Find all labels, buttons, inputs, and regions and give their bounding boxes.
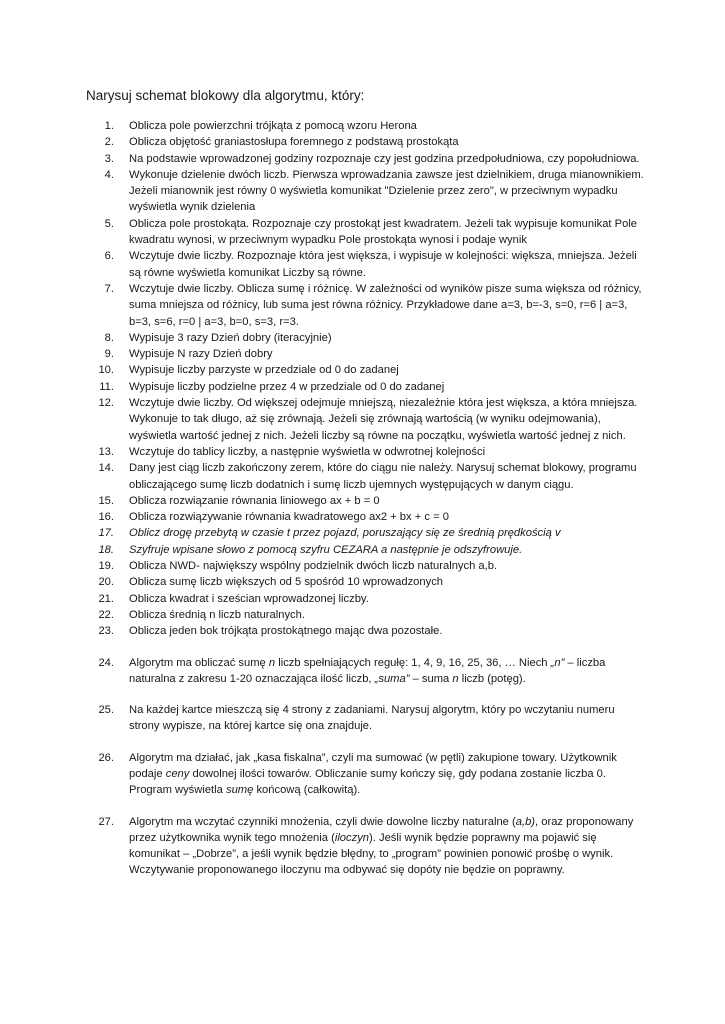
task-number: 8. — [104, 331, 114, 344]
task-text-italic: Oblicz drogę przebytą w czasie t przez pojazd, poruszający się ze średnią prędkością v — [129, 527, 561, 540]
task-text-fragment: Na podstawie wprowadzonej godziny rozpoznaje czy jest godzina przedpołudniowa, czy popołudniowa. — [129, 152, 640, 165]
task-item — [86, 118, 646, 134]
task-text-italic: iloczyn — [334, 831, 370, 844]
task-item — [86, 525, 646, 541]
task-number: 1. — [104, 120, 114, 132]
task-text — [129, 395, 646, 444]
task-text — [129, 542, 646, 558]
task-text — [129, 379, 646, 395]
task-text — [129, 216, 646, 249]
task-item — [86, 509, 646, 525]
task-item — [86, 750, 646, 799]
task-item — [86, 248, 646, 281]
task-text-fragment: Wypisuje liczby parzyste w przedziale od 0 do zadanej — [129, 364, 399, 377]
task-text — [129, 655, 646, 688]
task-number: 10. — [98, 364, 114, 377]
task-text — [129, 525, 646, 541]
task-number: 13. — [98, 445, 114, 458]
task-number: 23. — [98, 625, 114, 638]
task-text-fragment: Algorytm ma obliczać sumę — [129, 656, 269, 669]
task-number: 24. — [98, 656, 114, 669]
task-item — [86, 623, 646, 639]
page-heading: Narysuj schemat blokowy dla algorytmu, który: — [86, 88, 365, 103]
task-text-fragment: końcową (całkowitą). — [253, 784, 361, 797]
task-item — [86, 167, 646, 216]
task-item — [86, 395, 646, 444]
task-text-fragment: Oblicza NWD- największy wspólny podzielnik dwóch liczb naturalnych a,b. — [129, 560, 498, 573]
task-text — [129, 118, 646, 134]
task-list — [86, 118, 646, 879]
task-number: 12. — [98, 397, 114, 410]
task-text-fragment: Oblicza jeden bok trójkąta prostokątnego mając dwa pozostałe. — [129, 625, 443, 638]
task-item — [86, 558, 646, 574]
task-text — [129, 702, 646, 735]
task-text-fragment: Oblicza rozwiązywanie równania kwadratowego ax2 + bx + c = 0 — [129, 511, 449, 524]
task-number: 17. — [98, 527, 114, 540]
task-text — [129, 509, 646, 525]
task-number: 15. — [98, 494, 114, 507]
task-item — [86, 151, 646, 167]
task-text-italic: n — [452, 672, 459, 685]
task-text — [129, 151, 646, 167]
task-text-fragment: Oblicza średnią n liczb naturalnych. — [129, 608, 305, 621]
task-text-fragment: Oblicza kwadrat i sześcian wprowadzonej liczby. — [129, 592, 369, 605]
task-number: 7. — [104, 282, 114, 295]
task-number: 26. — [98, 751, 114, 764]
task-text-fragment: Wczytuje do tablicy liczby, a następnie wyświetla w odwrotnej kolejności — [129, 445, 486, 458]
task-item — [86, 702, 646, 735]
task-text-fragment: liczb spełniających regułę: 1, 4, 9, 16, 25, 36, … Niech — [275, 656, 551, 669]
task-text-fragment: Wypisuje liczby podzielne przez 4 w przedziale od 0 do zadanej — [129, 380, 445, 393]
task-text-fragment: Na każdej kartce mieszczą się 4 strony z zadaniami. Narysuj algorytm, który po wczytaniu numeru strony wypisze, na której kartce się ona znajduje. — [129, 704, 618, 733]
task-item — [86, 216, 646, 249]
task-number: 2. — [104, 136, 114, 149]
task-text-italic: a,b) — [515, 815, 536, 828]
task-text — [129, 281, 646, 330]
task-text-fragment: Wczytuje dwie liczby. Oblicza sumę i różnicę. W zależności od wyników pisze suma większa od różnicy, suma mniejsza od różnicy, lub suma jest równa różnicy. Przykładowe dane a=3, b=-3, s=0, r=6 | a=3, b=3, s=6, r=0 | a=3, b=0, s=3, r=3. — [129, 282, 645, 328]
task-number: 16. — [98, 511, 114, 524]
task-text — [129, 460, 646, 493]
task-item — [86, 379, 646, 395]
task-text-italic: sumę — [225, 784, 254, 797]
task-item — [86, 655, 646, 688]
task-item — [86, 493, 646, 509]
task-text-fragment: Wykonuje dzielenie dwóch liczb. Pierwsza wprowadzania zawsze jest dzielnikiem, druga mianownikiem. Jeżeli mianownik jest równy 0 wyświetla komunikat "Dzielenie przez zero", w przeciwnym wypadku wyświetla wynik dzielenia — [129, 168, 647, 214]
task-text-italic: ceny — [165, 767, 190, 780]
task-text-fragment: , oraz proponowany przez użytkownika wynik tego mnożenia ( — [129, 815, 637, 844]
task-number: 6. — [104, 250, 114, 263]
task-text — [129, 346, 646, 362]
task-text-italic: „suma” — [374, 672, 410, 685]
task-item — [86, 346, 646, 362]
task-text — [129, 607, 646, 623]
task-number: 27. — [98, 815, 114, 828]
task-number: 5. — [104, 217, 114, 230]
task-text — [129, 248, 646, 281]
task-item — [86, 444, 646, 460]
task-text-fragment: Oblicza sumę liczb większych od 5 spośród 10 wprowadzonych — [129, 576, 444, 589]
task-text-fragment: Oblicza objętość graniastosłupa foremnego z podstawą prostokąta — [129, 136, 459, 149]
task-text-fragment: liczb (potęg). — [458, 672, 526, 685]
task-text — [129, 814, 646, 879]
task-number: 22. — [98, 608, 114, 621]
task-text-italic: „n” — [550, 656, 565, 669]
task-text-fragment: Algorytm ma wczytać czynniki mnożenia, czyli dwie dowolne liczby naturalne ( — [129, 815, 516, 828]
task-number: 11. — [99, 380, 114, 393]
task-text — [129, 167, 646, 216]
task-text — [129, 362, 646, 378]
task-item — [86, 814, 646, 879]
task-text-fragment: Algorytm ma działać, jak „kasa fiskalna”, czyli ma sumować (w pętli) zakupione towary. Użytkownik podaje — [129, 751, 620, 780]
task-number: 3. — [104, 152, 114, 165]
task-text — [129, 134, 646, 150]
task-item — [86, 134, 646, 150]
task-text-italic: n — [268, 656, 276, 669]
task-text-fragment: Wypisuje N razy Dzień dobry — [129, 348, 273, 361]
task-number: 4. — [104, 168, 114, 181]
task-text-fragment: Oblicza pole prostokąta. Rozpoznaje czy prostokąt jest kwadratem. Jeżeli tak wypisuje komunikat Pole kwadratu wynosi, w przeciwnym wypadku Pole prostokąta wynosi i podaje wynik — [129, 217, 641, 247]
task-text — [129, 623, 646, 639]
task-text-fragment: ). Jeśli wynik będzie poprawny ma pojawić się komunikat – „Dobrze”, a jeśli wynik będzie błędny, to „program” powinien ponowić prośbę o wynik. Wczytywanie proponowanego iloczynu ma odbywać się dopóty nie będzie on poprawny. — [129, 831, 617, 877]
task-item — [86, 281, 646, 330]
task-text-fragment: Dany jest ciąg liczb zakończony zerem, które do ciągu nie należy. Narysuj schemat blokowy, programu obliczającego sumę liczb dodatnich i sumę liczb ujemnych występujących w danym ciągu. — [129, 462, 640, 491]
task-text-fragment: Wypisuje 3 razy Dzień dobry (iteracyjnie) — [129, 331, 332, 344]
task-text — [129, 750, 646, 799]
task-item — [86, 330, 646, 346]
task-text-fragment: Wczytuje dwie liczby. Rozpoznaje która jest większa, i wypisuje w kolejności: większa, mniejsza. Jeżeli są równe wyświetla komunikat Liczby są równe. — [129, 250, 640, 279]
task-number: 25. — [98, 704, 114, 717]
task-text — [129, 574, 646, 590]
task-number: 21. — [98, 592, 114, 605]
task-item — [86, 591, 646, 607]
task-text — [129, 558, 646, 574]
task-text-fragment: Wczytuje dwie liczby. Od większej odejmuje mniejszą, niezależnie która jest większa, a która mniejsza. Wykonuje to tak długo, aż się zrównają. Jeżeli się zrównają wartością (w wyniku odejmowania), wyświetla wartość jednej z nich. Jeżeli liczby są równe na początku, wyświetla wartość jednej z nich. — [129, 397, 641, 442]
task-item — [86, 607, 646, 623]
task-number: 18. — [98, 543, 114, 556]
task-text — [129, 330, 646, 346]
task-number: 20. — [98, 576, 114, 589]
task-text-fragment: – liczba naturalna z zakresu 1-20 oznaczająca ilość liczb, — [129, 656, 609, 685]
task-item — [86, 574, 646, 590]
task-item — [86, 362, 646, 378]
task-text-fragment: Oblicza pole powierzchni trójkąta z pomocą wzoru Herona — [129, 120, 417, 132]
task-text-fragment: – suma — [409, 672, 453, 685]
task-number: 9. — [104, 348, 114, 361]
task-text-italic: Szyfruje wpisane słowo z pomocą szyfru CEZARA a następnie je odszyfrowuje. — [129, 543, 523, 556]
task-number: 14. — [98, 462, 114, 475]
task-text — [129, 493, 646, 509]
task-text-fragment: dowolnej ilości towarów. Obliczanie sumy kończy się, gdy podana zostanie liczba 0. Program wyświetla — [129, 767, 610, 797]
task-text — [129, 591, 646, 607]
task-item — [86, 460, 646, 493]
task-text — [129, 444, 646, 460]
task-item — [86, 542, 646, 558]
task-text-fragment: Oblicza rozwiązanie równania liniowego ax + b = 0 — [129, 494, 380, 507]
task-number: 19. — [98, 560, 114, 573]
